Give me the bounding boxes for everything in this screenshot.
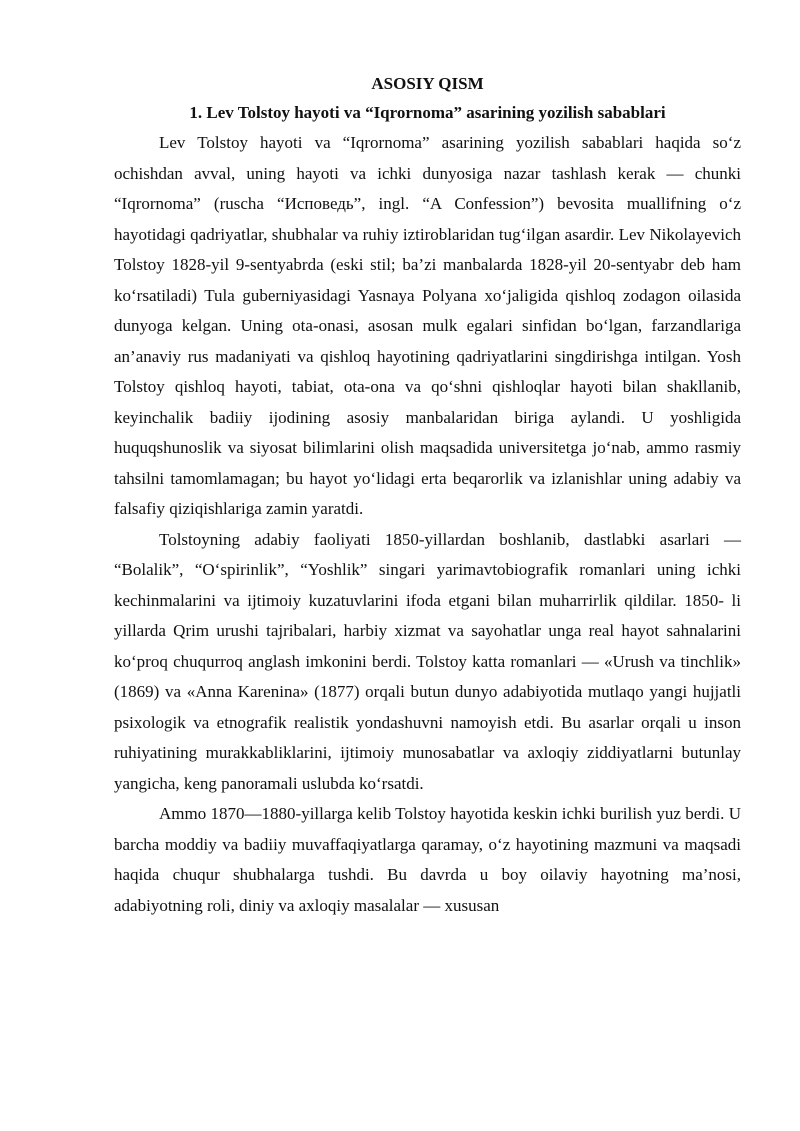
paragraph-1: Lev Tolstoy hayoti va “Iqrornoma” asarining yozilish sabablari haqida so‘z ochishdan avval, uning hayoti va ichki dunyosiga nazar tashlash kerak — chunki “Iqrornoma” (ruscha “Исповедь”, ingl. “A Confession”) bevosita muallifning o‘z hayotidagi qadriyatlar, shubhalar va ruhiy iztiroblaridan tug‘ilgan asardir. Lev Nikolayevich Tolstoy 1828-yil 9-sentyabrda (eski stil; ba’zi manbalarda 1828-yil 20-sentyabr deb ham ko‘rsatiladi) Tula guberniyasidagi Yasnaya Polyana xo‘jaligida qishloq zodagon oilasida dunyoga kelgan. Uning ota-onasi, asosan mulk egalari sinfidan bo‘lgan, farzandlariga an’anaviy rus madaniyati va qishloq hayotining qadriyatlarini singdirishga intilgan. Yosh Tolstoy qishloq hayoti, tabiat, ota-ona va qo‘shni qishloqlar hayoti bilan shakllanib, keyinchalik badiiy ijodining asosiy manbalaridan biriga aylandi. U yoshligida huquqshunoslik va siyosat bilimlarini olish maqsadida universitetga jo‘nab, ammo rasmiy tahsilni tamomlamagan; bu hayot yo‘lidagi erta beqarorlik va izlanishlar uning adabiy va falsafiy qiziqishlariga zamin yaratdi. [114, 133, 741, 518]
paragraph-2: Tolstoyning adabiy faoliyati 1850-yillardan boshlanib, dastlabki asarlari — “Bolalik”, “O‘spirinlik”, “Yoshlik” singari yarimavtobiografik romanlari uning ichki kechinmalarini va ijtimoiy kuzatuvlarini ifoda etgani bilan muharrirlik qildilar. 1850- li yillarda Qrim urushi tajribalari, harbiy xizmat va sayohatlar unga real hayot sahnalarini ko‘proq chuqurroq anglash imkonini berdi. Tolstoy katta romanlari — «Urush va tinchlik» (1869) va «Anna Karenina» (1877) orqali butun dunyo adabiyotida mutlaqo yangi hujjatli psixologik va etnografik realistik yondashuvni namoyish etdi. Bu asarlar orqali u inson ruhiyatining murakkabliklarini, ijtimoiy munosabatlar va axloqiy ziddiyatlarni butunlay yangicha, keng panoramali uslubda ko‘rsatdi. [114, 529, 741, 793]
paragraph-3: Ammo 1870—1880-yillarga kelib Tolstoy hayotida keskin ichki burilish yuz berdi. U barcha moddiy va badiiy muvaffaqiyatlarga qaramay, o‘z hayotining mazmuni va maqsadi haqida chuqur shubhalarga tushdi. Bu davrda u boy oilaviy hayotning ma’nosi, adabiyotning roli, diniy va axloqiy masalalar — xususan [114, 804, 741, 915]
document-page [114, 72, 741, 921]
section-title: ASOSIY QISM [371, 74, 484, 93]
chapter-title: 1. Lev Tolstoy hayoti va “Iqrornoma” asarining yozilish sabablari [189, 103, 666, 122]
